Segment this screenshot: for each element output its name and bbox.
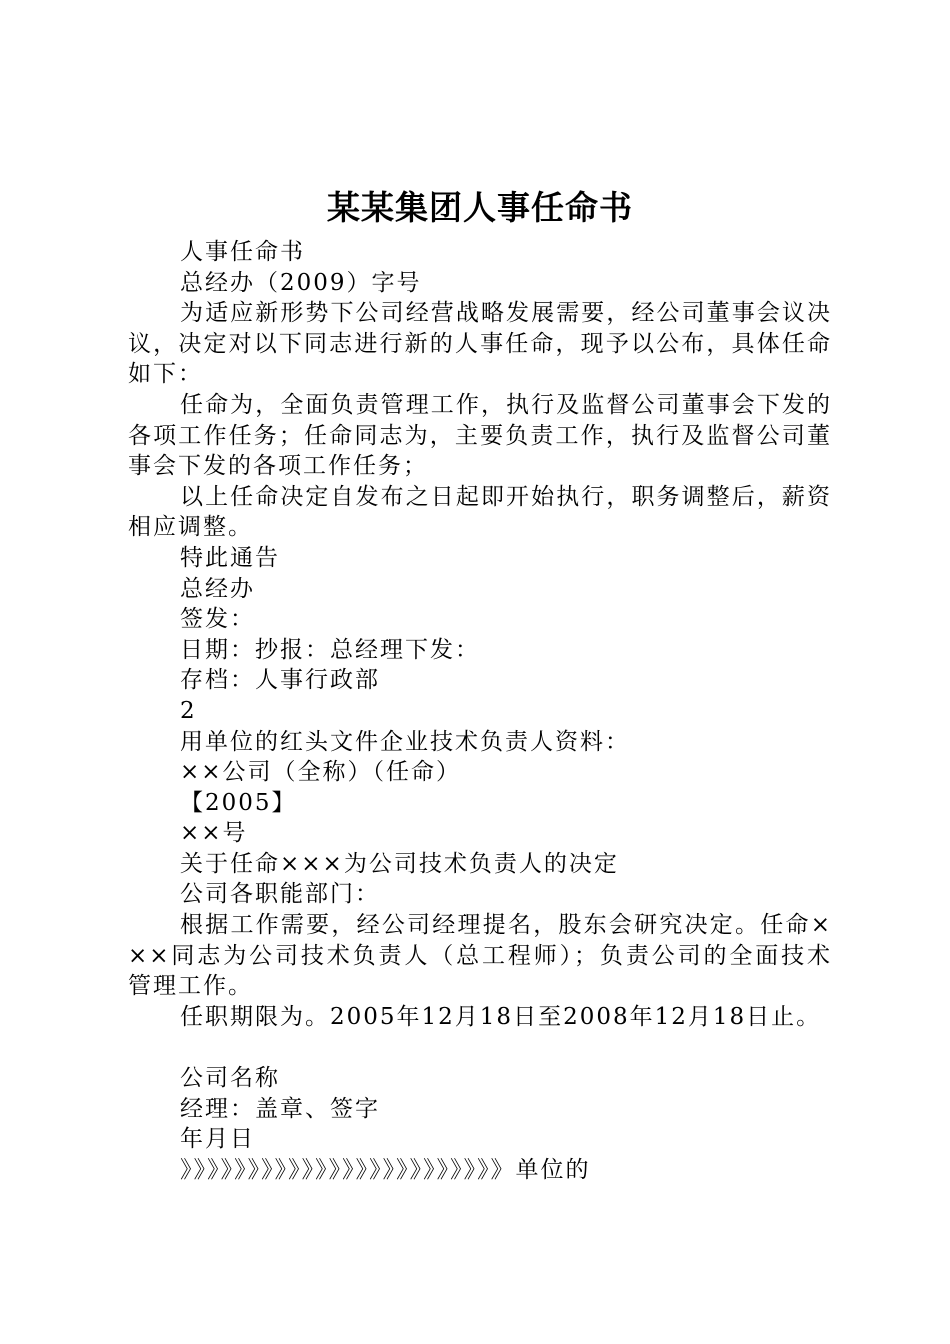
blank-line (128, 1032, 832, 1063)
paragraph-office: 总经办 (180, 575, 255, 602)
paragraph-appointment: 任命为，全面负责管理工作，执行及监督公司董事会下发的各项工作任务；任命同志为，主要负责工作，执行及监督公司董事会下发的各项工作任务； (128, 391, 832, 480)
paragraph-company-name: 公司名称 (180, 1065, 280, 1092)
paragraph-intro: 为适应新形势下公司经营战略发展需要，经公司董事会议决议，决定对以下同志进行新的人事任命，现予以公布，具体任命如下： (128, 300, 832, 388)
paragraph-term: 任职期限为。2005年12月18日至2008年12月18日止。 (180, 1003, 822, 1030)
paragraph-doc-number: 总经办（2009）字号 (180, 269, 422, 296)
paragraph-signed: 签发： (180, 606, 255, 633)
paragraph-manager-seal: 经理：盖章、签字 (180, 1095, 380, 1122)
paragraph-continuation: 》》》》》》》》》》》》》》》》》》》》》》》》单位的 (180, 1156, 591, 1183)
paragraph-archive: 存档：人事行政部 (180, 667, 380, 694)
document-title: 某某集团人事任命书 (327, 188, 633, 227)
paragraph-decision-title: 关于任命×××为公司技术负责人的决定 (180, 850, 619, 877)
paragraph-date-line: 年月日 (180, 1126, 255, 1153)
paragraph-recipients: 公司各职能部门： (180, 881, 380, 908)
paragraph-company: ××公司（全称）（任命） (180, 759, 462, 786)
paragraph-effective: 以上任命决定自发布之日起即开始执行，职务调整后，薪资相应调整。 (128, 483, 832, 541)
paragraph-date-cc: 日期：抄报：总经理下发： (180, 636, 480, 663)
paragraph-decision-body: 根据工作需要，经公司经理提名，股东会研究决定。任命×××同志为公司技术负责人（总工程师）；负责公司的全面技术管理工作。 (128, 912, 832, 1000)
document-body (128, 237, 832, 1185)
paragraph-template-heading: 用单位的红头文件企业技术负责人资料： (180, 728, 630, 755)
paragraph-section-number: 2 (180, 697, 197, 724)
paragraph-year: 【2005】 (180, 789, 297, 816)
paragraph-heading: 人事任命书 (180, 239, 305, 265)
paragraph-number: ××号 (180, 820, 248, 847)
paragraph-notice: 特此通告 (180, 544, 280, 571)
